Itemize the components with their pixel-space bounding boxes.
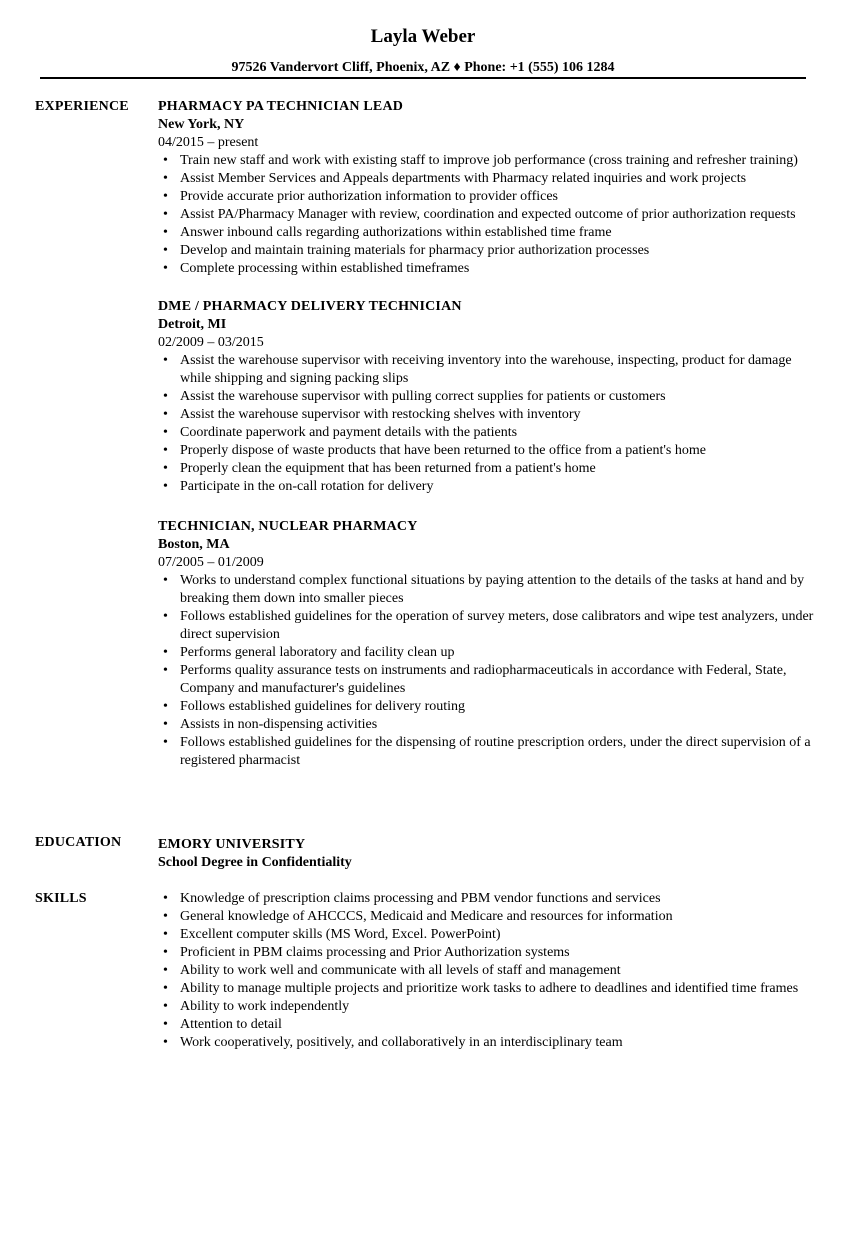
experience-entry [158, 298, 818, 496]
skills-list-container [158, 890, 818, 1052]
job-duty-item: • Properly dispose of waste products that have been returned to the office from a patient's home [158, 442, 818, 460]
job-duties-list [158, 352, 818, 496]
job-duty-item: • Complete processing within established timeframes [158, 260, 818, 278]
job-title: DME / PHARMACY DELIVERY TECHNICIAN [158, 299, 462, 314]
job-duty-item: • Coordinate paperwork and payment details with the patients [158, 424, 818, 442]
education-entry [158, 834, 818, 872]
job-duty-item: • Provide accurate prior authorization information to provider offices [158, 188, 818, 206]
job-duty-item: • Performs general laboratory and facility clean up [158, 644, 818, 662]
job-title: TECHNICIAN, NUCLEAR PHARMACY [158, 519, 418, 534]
section-heading-experience: EXPERIENCE [35, 99, 129, 114]
section-heading-education: EDUCATION [35, 835, 122, 850]
skill-item: • Ability to work well and communicate with all levels of staff and management [158, 962, 818, 980]
skill-item: • Excellent computer skills (MS Word, Excel. PowerPoint) [158, 926, 818, 944]
experience-entry [158, 98, 818, 278]
section-heading-skills: SKILLS [35, 891, 87, 906]
job-location: Detroit, MI [158, 317, 227, 332]
experience-list [158, 98, 818, 790]
skill-item: • General knowledge of AHCCCS, Medicaid and Medicare and resources for information [158, 908, 818, 926]
skill-item: • Attention to detail [158, 1016, 818, 1034]
skill-item: • Knowledge of prescription claims processing and PBM vendor functions and services [158, 890, 818, 908]
job-duty-item: • Assist PA/Pharmacy Manager with review, coordination and expected outcome of prior authorization requests [158, 206, 818, 224]
job-duty-item: • Develop and maintain training materials for pharmacy prior authorization processes [158, 242, 818, 260]
header-divider [40, 77, 806, 79]
job-duty-item: • Assist Member Services and Appeals departments with Pharmacy related inquiries and work projects [158, 170, 818, 188]
job-duty-item: • Performs quality assurance tests on instruments and radiopharmaceuticals in accordance with Federal, State, Company and manufacturer's guidelines [158, 662, 818, 698]
skills-list [158, 890, 818, 1052]
job-location: Boston, MA [158, 537, 230, 552]
job-duty-item: • Assists in non-dispensing activities [158, 716, 818, 734]
skill-item: • Work cooperatively, positively, and collaboratively in an interdisciplinary team [158, 1034, 818, 1052]
contact-line: 97526 Vandervort Cliff, Phoenix, AZ ♦ Phone: +1 (555) 106 1284 [231, 60, 615, 75]
job-duties-list [158, 572, 818, 770]
job-location: New York, NY [158, 117, 245, 132]
job-duty-item: • Participate in the on-call rotation for delivery [158, 478, 818, 496]
job-duty-item: • Assist the warehouse supervisor with restocking shelves with inventory [158, 406, 818, 424]
job-duty-item: • Assist the warehouse supervisor with pulling correct supplies for patients or customers [158, 388, 818, 406]
candidate-name: Layla Weber [370, 26, 476, 47]
job-duty-item: • Answer inbound calls regarding authorizations within established time frame [158, 224, 818, 242]
job-duty-item: • Follows established guidelines for the operation of survey meters, dose calibrators and wipe test analyzers, under direct supervision [158, 608, 818, 644]
job-title: PHARMACY PA TECHNICIAN LEAD [158, 99, 404, 114]
job-duty-item: • Train new staff and work with existing staff to improve job performance (cross training and refresher training) [158, 152, 818, 170]
job-duty-item: • Assist the warehouse supervisor with receiving inventory into the warehouse, inspecting, product for damage while shipping and signing packing slips [158, 352, 818, 388]
job-duties-list [158, 152, 818, 278]
skill-item: • Ability to work independently [158, 998, 818, 1016]
job-duty-item: • Works to understand complex functional situations by paying attention to the details of the tasks at hand and by breaking them down into smaller pieces [158, 572, 818, 608]
skill-item: • Proficient in PBM claims processing and Prior Authorization systems [158, 944, 818, 962]
experience-entry [158, 518, 818, 770]
job-duty-item: • Follows established guidelines for delivery routing [158, 698, 818, 716]
job-duty-item: • Properly clean the equipment that has been returned from a patient's home [158, 460, 818, 478]
job-dates: 04/2015 – present [158, 135, 259, 150]
school-name: EMORY UNIVERSITY [158, 837, 306, 852]
job-dates: 02/2009 – 03/2015 [158, 335, 264, 350]
job-dates: 07/2005 – 01/2009 [158, 555, 264, 570]
skill-item: • Ability to manage multiple projects and prioritize work tasks to adhere to deadlines and identified time frames [158, 980, 818, 998]
job-duty-item: • Follows established guidelines for the dispensing of routine prescription orders, under the direct supervision of a registered pharmacist [158, 734, 818, 770]
degree: School Degree in Confidentiality [158, 855, 352, 870]
